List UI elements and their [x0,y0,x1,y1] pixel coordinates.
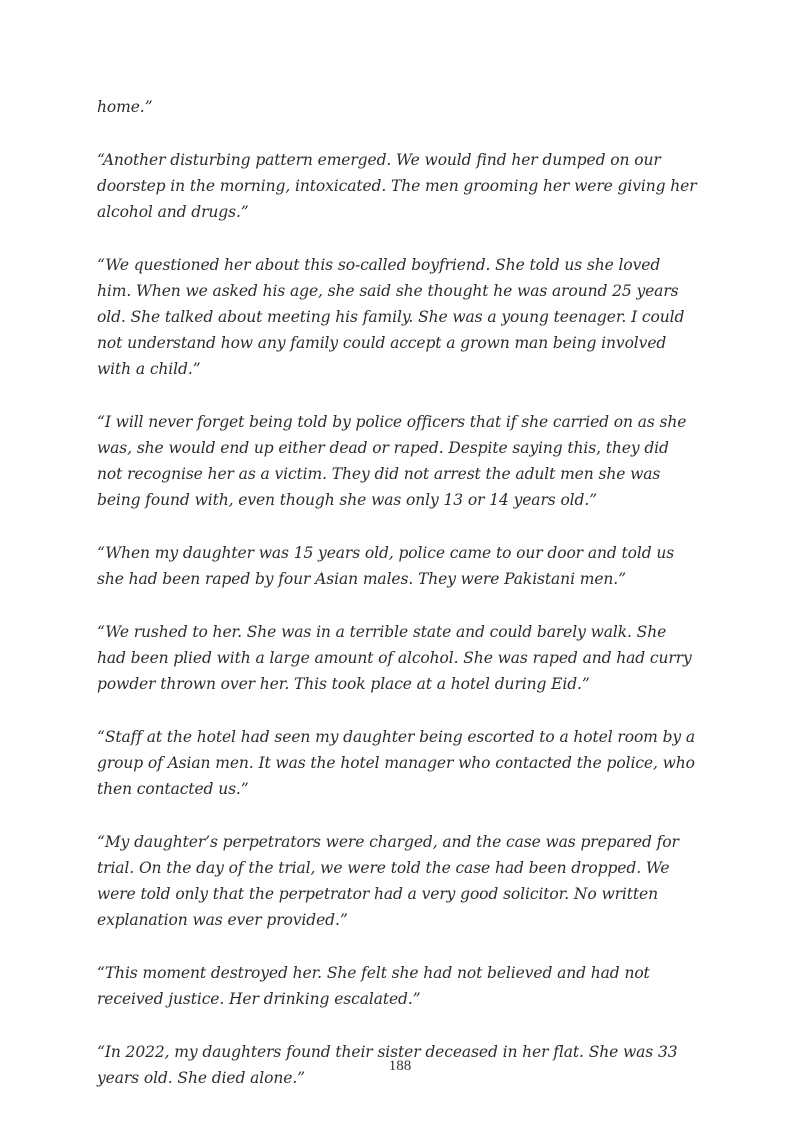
page-body [97,94,697,1118]
page-number: 188 [388,1058,412,1074]
paragraph-hotel-staff: “Staff at the hotel had seen my daughter being escorted to a hotel room by a group of Asian men. It was the hotel manager who contacted the police, who then contacted us.” [97,728,696,798]
paragraph-perpetrators-charged: “My daughter’s perpetrators were charged, and the case was prepared for trial. On the day of the trial, we were told the case had been dropped. We were told only that the perpetrator had a very good solicitor. No written explanation was ever provided.” [97,833,679,929]
paragraph-disturbing-pattern: “Another disturbing pattern emerged. We would find her dumped on our doorstep in the morning, intoxicated. The men grooming her were giving her alcohol and drugs.” [97,151,697,221]
paragraph-police-officers: “I will never forget being told by police officers that if she carried on as she was, she would end up either dead or raped. Despite saying this, they did not recognise her as a victim. They did not arrest the adult men she was being found with, even though she was only 13 or 14 years old.” [97,413,687,509]
paragraph-age-15: “When my daughter was 15 years old, police came to our door and told us she had been raped by four Asian males. They were Pakistani men.” [97,544,675,588]
paragraph-moment-destroyed: “This moment destroyed her. She felt she had not believed and had not received justice. Her drinking escalated.” [97,964,650,1008]
paragraph-continuation: home.” [97,98,153,116]
paragraph-2022: “In 2022, my daughters found their sister deceased in her flat. She was 33 years old. She died alone.” [97,1043,678,1087]
paragraph-rushed-to-her: “We rushed to her. She was in a terrible state and could barely walk. She had been plied with a large amount of alcohol. She was raped and had curry powder thrown over her. This took place at a hotel during Eid.” [97,623,692,693]
paragraph-boyfriend: “We questioned her about this so-called boyfriend. She told us she loved him. When we asked his age, she said she thought he was around 25 years old. She talked about meeting his family. She was a young teenager. I could not understand how any family could accept a grown man being involved with a child.” [97,256,685,378]
